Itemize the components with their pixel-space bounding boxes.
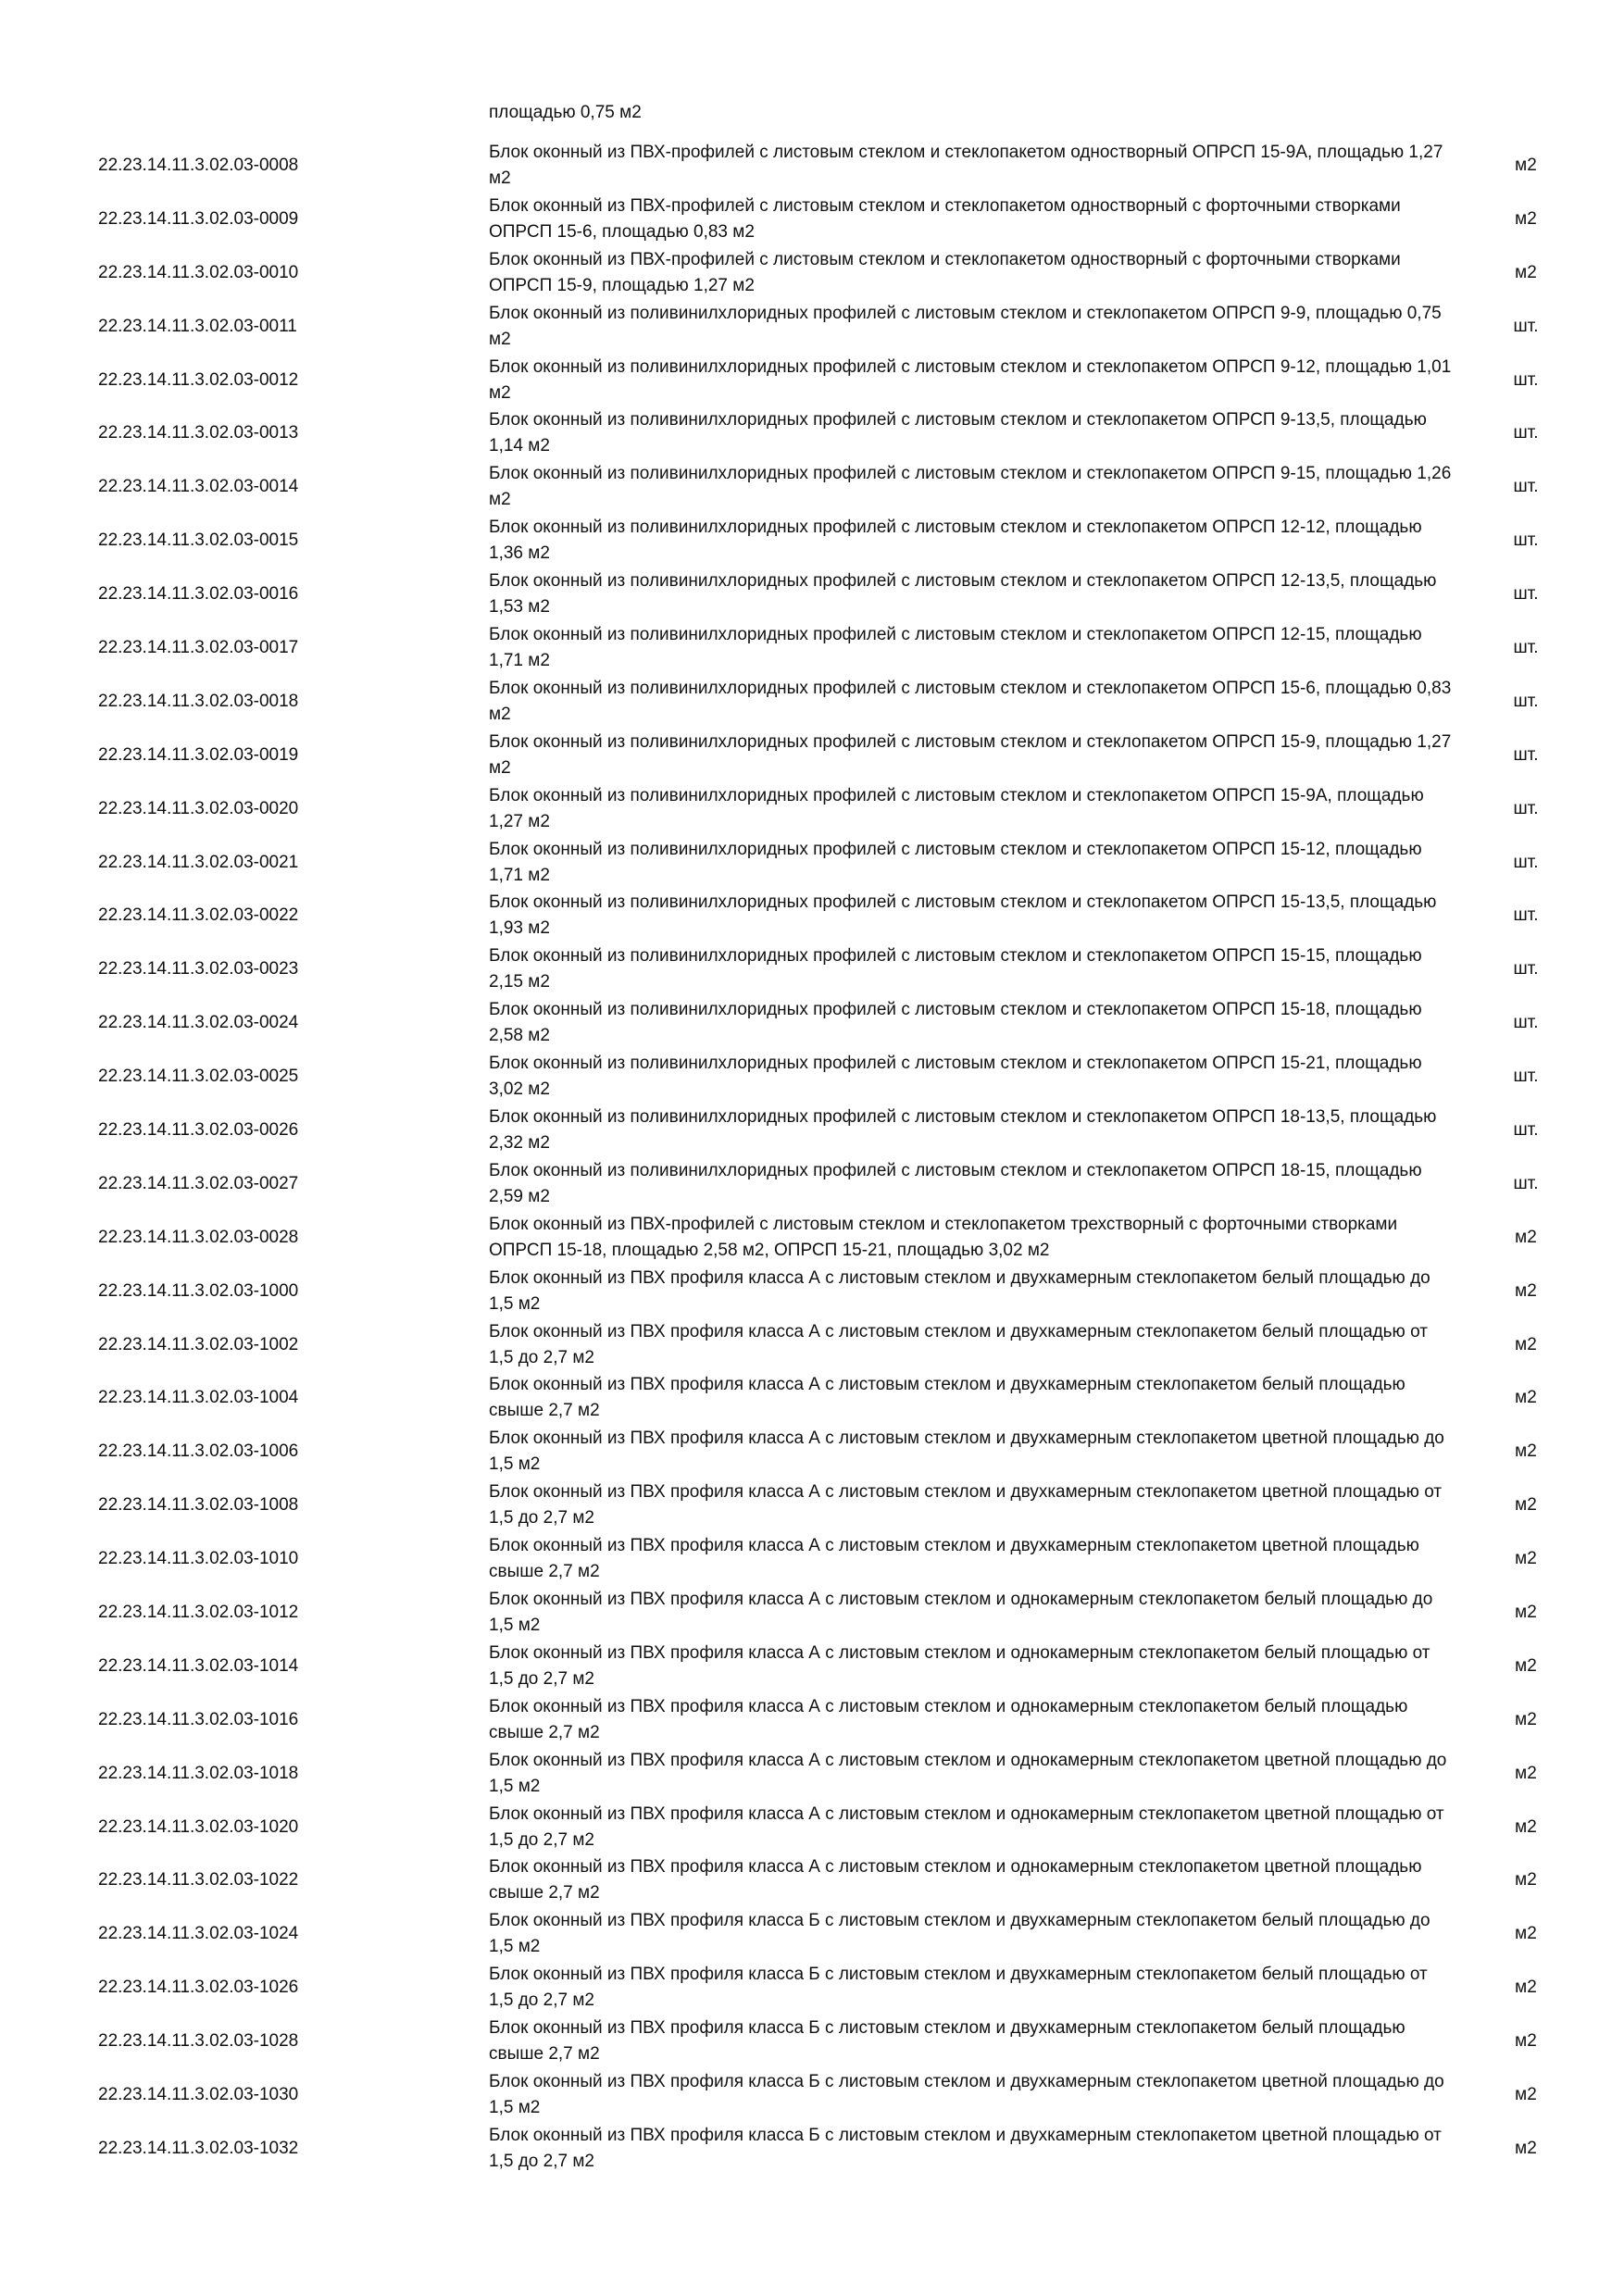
row-description-text: Блок оконный из поливинилхлоридных профилей с листовым стеклом и стеклопакетом ОПРСП 18-15, площадью 2,59 м2 bbox=[489, 1160, 1422, 1206]
table-row bbox=[0, 1907, 1624, 1961]
row-description bbox=[489, 1157, 1452, 1211]
row-code: 22.23.14.11.3.02.03-1014 bbox=[98, 1655, 299, 1676]
row-code: 22.23.14.11.3.02.03-1022 bbox=[98, 1870, 299, 1890]
row-unit: м2 bbox=[1515, 1549, 1537, 1569]
row-description-text: Блок оконный из поливинилхлоридных профилей с листовым стеклом и стеклопакетом ОПРСП 15-9, площадью 1,27 м2 bbox=[489, 731, 1452, 778]
row-description bbox=[489, 1318, 1452, 1372]
row-unit: м2 bbox=[1515, 1602, 1537, 1622]
row-description-text: Блок оконный из ПВХ-профилей с листовым стеклом и стеклопакетом трехстворный с форточными створками ОПРСП 15-18, площадью 2,58 м2, ОПРСП 15-21, площадью 3,02 м2 bbox=[489, 1214, 1398, 1260]
row-description-text: Блок оконный из поливинилхлоридных профилей с листовым стеклом и стеклопакетом ОПРСП 9-12, площадью 1,01 м2 bbox=[489, 356, 1452, 403]
table-row bbox=[0, 246, 1624, 300]
row-description-text: Блок оконный из поливинилхлоридных профилей с листовым стеклом и стеклопакетом ОПРСП 9-9, площадью 0,75 м2 bbox=[489, 303, 1442, 349]
table-row bbox=[0, 1104, 1624, 1157]
table-row bbox=[0, 1854, 1624, 1908]
row-unit: м2 bbox=[1515, 1655, 1537, 1676]
row-code: 22.23.14.11.3.02.03-1008 bbox=[98, 1495, 299, 1516]
row-description bbox=[489, 193, 1452, 246]
table-row bbox=[0, 782, 1624, 836]
row-description-text: Блок оконный из ПВХ профиля класса А с листовым стеклом и двухкамерным стеклопакетом цветной площадью до 1,5 м2 bbox=[489, 1429, 1444, 1475]
row-description bbox=[489, 1371, 1452, 1425]
row-description bbox=[489, 836, 1452, 890]
row-description-text: Блок оконный из ПВХ профиля класса А с листовым стеклом и двухкамерным стеклопакетом белый площадью от 1,5 до 2,7 м2 bbox=[489, 1321, 1428, 1367]
row-unit: шт. bbox=[1513, 959, 1539, 980]
row-unit: м2 bbox=[1515, 1816, 1537, 1837]
row-description bbox=[489, 354, 1452, 407]
row-description bbox=[489, 996, 1452, 1050]
table-row bbox=[0, 1265, 1624, 1318]
row-code: 22.23.14.11.3.02.03-1030 bbox=[98, 2085, 299, 2104]
row-description bbox=[489, 1479, 1452, 1532]
row-code: 22.23.14.11.3.02.03-1032 bbox=[98, 2138, 299, 2158]
table-row bbox=[0, 2122, 1624, 2176]
table-row bbox=[0, 1640, 1624, 1693]
row-unit: шт. bbox=[1513, 477, 1539, 497]
row-description-text: Блок оконный из ПВХ профиля класса Б с листовым стеклом и двухкамерным стеклопакетом цветной площадью от 1,5 до 2,7 м2 bbox=[489, 2125, 1442, 2171]
row-description-text: Блок оконный из ПВХ-профилей с листовым стеклом и стеклопакетом одностворный ОПРСП 15-9А, площадью 1,27 м2 bbox=[489, 142, 1443, 188]
table-row bbox=[0, 1425, 1624, 1479]
row-code: 22.23.14.11.3.02.03-1006 bbox=[98, 1441, 299, 1462]
table-row bbox=[0, 889, 1624, 942]
table-row bbox=[0, 942, 1624, 996]
row-code: 22.23.14.11.3.02.03-0011 bbox=[98, 316, 297, 336]
table-row bbox=[0, 193, 1624, 246]
row-code: 22.23.14.11.3.02.03-0026 bbox=[98, 1119, 299, 1140]
row-unit: шт. bbox=[1513, 1067, 1539, 1087]
table-row bbox=[0, 2015, 1624, 2068]
table-row bbox=[0, 621, 1624, 675]
row-code: 22.23.14.11.3.02.03-0020 bbox=[98, 798, 299, 818]
row-code: 22.23.14.11.3.02.03-1004 bbox=[98, 1388, 299, 1408]
row-code: 22.23.14.11.3.02.03-0021 bbox=[98, 852, 299, 872]
row-description-text: Блок оконный из ПВХ профиля класса А с листовым стеклом и однокамерным стеклопакетом белый площадью до 1,5 м2 bbox=[489, 1589, 1433, 1635]
row-description-text: Блок оконный из ПВХ профиля класса А с листовым стеклом и однокамерным стеклопакетом белый площадью от 1,5 до 2,7 м2 bbox=[489, 1642, 1430, 1689]
row-description-text: Блок оконный из ПВХ профиля класса А с листовым стеклом и однокамерным стеклопакетом белый площадью свыше 2,7 м2 bbox=[489, 1696, 1408, 1742]
table-row bbox=[0, 675, 1624, 729]
row-code: 22.23.14.11.3.02.03-1016 bbox=[98, 1709, 299, 1729]
row-unit: м2 bbox=[1515, 2085, 1537, 2104]
row-unit: м2 bbox=[1515, 1441, 1537, 1462]
row-unit: шт. bbox=[1513, 852, 1539, 872]
row-unit: шт. bbox=[1513, 798, 1539, 818]
row-code: 22.23.14.11.3.02.03-1012 bbox=[98, 1602, 299, 1622]
row-description-text: Блок оконный из ПВХ-профилей с листовым стеклом и стеклопакетом одностворный с форточными створками ОПРСП 15-9, площадью 1,27 м2 bbox=[489, 249, 1401, 295]
row-code: 22.23.14.11.3.02.03-1010 bbox=[98, 1549, 299, 1569]
row-unit: шт. bbox=[1513, 316, 1539, 336]
row-code: 22.23.14.11.3.02.03-0024 bbox=[98, 1013, 299, 1033]
table-row bbox=[0, 1801, 1624, 1854]
row-code: 22.23.14.11.3.02.03-0008 bbox=[98, 155, 299, 175]
table-row bbox=[0, 139, 1624, 193]
row-description bbox=[489, 1747, 1452, 1801]
row-description bbox=[489, 139, 1452, 193]
row-description-text: Блок оконный из поливинилхлоридных профилей с листовым стеклом и стеклопакетом ОПРСП 12-15, площадью 1,71 м2 bbox=[489, 624, 1422, 670]
row-description bbox=[489, 675, 1452, 729]
row-description-text: Блок оконный из ПВХ профиля класса Б с листовым стеклом и двухкамерным стеклопакетом белый площадью до 1,5 м2 bbox=[489, 1911, 1430, 1957]
row-description bbox=[489, 1425, 1452, 1479]
row-unit: шт. bbox=[1513, 744, 1539, 765]
row-unit: м2 bbox=[1515, 155, 1537, 175]
row-unit: м2 bbox=[1515, 1334, 1537, 1354]
row-description-text: Блок оконный из ПВХ профиля класса А с листовым стеклом и однокамерным стеклопакетом цветной площадью до 1,5 м2 bbox=[489, 1750, 1447, 1796]
row-description bbox=[489, 460, 1452, 514]
row-code: 22.23.14.11.3.02.03-0015 bbox=[98, 530, 299, 551]
row-description-text: Блок оконный из поливинилхлоридных профилей с листовым стеклом и стеклопакетом ОПРСП 15-9А, площадью 1,27 м2 bbox=[489, 785, 1424, 831]
row-description bbox=[489, 1265, 1452, 1318]
row-unit: м2 bbox=[1515, 1709, 1537, 1729]
row-code: 22.23.14.11.3.02.03-0027 bbox=[98, 1173, 299, 1193]
row-unit: м2 bbox=[1515, 1870, 1537, 1890]
row-unit: м2 bbox=[1515, 1763, 1537, 1783]
row-description bbox=[489, 1104, 1452, 1157]
row-description-text: Блок оконный из ПВХ профиля класса Б с листовым стеклом и двухкамерным стеклопакетом белый площадью свыше 2,7 м2 bbox=[489, 2018, 1405, 2065]
row-description bbox=[489, 1961, 1452, 2015]
row-description-text: Блок оконный из ПВХ профиля класса Б с листовым стеклом и двухкамерным стеклопакетом белый площадью от 1,5 до 2,7 м2 bbox=[489, 1965, 1428, 2011]
row-unit: шт. bbox=[1513, 905, 1539, 926]
row-unit: м2 bbox=[1515, 1978, 1537, 1998]
row-description bbox=[489, 621, 1452, 675]
row-description bbox=[489, 1050, 1452, 1104]
table-row bbox=[0, 1050, 1624, 1104]
row-description bbox=[489, 1532, 1452, 1586]
row-code: 22.23.14.11.3.02.03-0013 bbox=[98, 423, 299, 443]
row-unit: м2 bbox=[1515, 1227, 1537, 1247]
row-code: 22.23.14.11.3.02.03-0028 bbox=[98, 1227, 299, 1247]
row-description bbox=[489, 1801, 1452, 1854]
row-code: 22.23.14.11.3.02.03-1018 bbox=[98, 1763, 299, 1783]
row-description-text: Блок оконный из ПВХ профиля класса А с листовым стеклом и двухкамерным стеклопакетом белый площадью свыше 2,7 м2 bbox=[489, 1375, 1405, 1421]
row-code: 22.23.14.11.3.02.03-0012 bbox=[98, 369, 299, 390]
row-unit: шт. bbox=[1513, 691, 1539, 711]
table-row bbox=[0, 568, 1624, 621]
row-code: 22.23.14.11.3.02.03-0019 bbox=[98, 744, 299, 765]
row-unit: м2 bbox=[1515, 208, 1537, 229]
table-row bbox=[0, 300, 1624, 354]
row-unit: шт. bbox=[1513, 1119, 1539, 1140]
row-description bbox=[489, 568, 1452, 621]
row-code: 22.23.14.11.3.02.03-0025 bbox=[98, 1067, 299, 1087]
row-unit: м2 bbox=[1515, 262, 1537, 282]
table-row bbox=[0, 1211, 1624, 1265]
row-unit: шт. bbox=[1513, 1173, 1539, 1193]
row-code: 22.23.14.11.3.02.03-1002 bbox=[98, 1334, 299, 1354]
row-description-text: Блок оконный из поливинилхлоридных профилей с листовым стеклом и стеклопакетом ОПРСП 12-12, площадью 1,36 м2 bbox=[489, 518, 1422, 564]
row-description-text: Блок оконный из ПВХ профиля класса А с листовым стеклом и двухкамерным стеклопакетом цветной площадью от 1,5 до 2,7 м2 bbox=[489, 1482, 1443, 1529]
price-table bbox=[0, 139, 1624, 2176]
row-unit: шт. bbox=[1513, 369, 1539, 390]
row-description-text: Блок оконный из поливинилхлоридных профилей с листовым стеклом и стеклопакетом ОПРСП 15-21, площадью 3,02 м2 bbox=[489, 1054, 1422, 1100]
row-code: 22.23.14.11.3.02.03-1026 bbox=[98, 1978, 299, 1998]
row-description bbox=[489, 1907, 1452, 1961]
row-description bbox=[489, 2122, 1452, 2176]
row-description-text: Блок оконный из поливинилхлоридных профилей с листовым стеклом и стеклопакетом ОПРСП 9-15, площадью 1,26 м2 bbox=[489, 464, 1452, 510]
row-description-text: Блок оконный из ПВХ-профилей с листовым стеклом и стеклопакетом одностворный с форточными створками ОПРСП 15-6, площадью 0,83 м2 bbox=[489, 195, 1401, 242]
row-code: 22.23.14.11.3.02.03-1000 bbox=[98, 1280, 299, 1301]
table-row bbox=[0, 1693, 1624, 1747]
row-unit: м2 bbox=[1515, 1495, 1537, 1516]
row-description bbox=[489, 1211, 1452, 1265]
row-description bbox=[489, 514, 1452, 568]
row-unit: шт. bbox=[1513, 1013, 1539, 1033]
table-row bbox=[0, 729, 1624, 782]
table-row bbox=[0, 1479, 1624, 1532]
row-description bbox=[489, 300, 1452, 354]
row-code: 22.23.14.11.3.02.03-0009 bbox=[98, 208, 299, 229]
row-unit: шт. bbox=[1513, 530, 1539, 551]
row-unit: м2 bbox=[1515, 1388, 1537, 1408]
row-description bbox=[489, 1586, 1452, 1640]
table-row bbox=[0, 1747, 1624, 1801]
row-description bbox=[489, 1693, 1452, 1747]
table-row bbox=[0, 1318, 1624, 1372]
row-unit: м2 bbox=[1515, 2031, 1537, 2052]
row-description-text: Блок оконный из поливинилхлоридных профилей с листовым стеклом и стеклопакетом ОПРСП 12-13,5, площадью 1,53 м2 bbox=[489, 571, 1437, 618]
row-code: 22.23.14.11.3.02.03-0010 bbox=[98, 262, 299, 282]
row-description bbox=[489, 2068, 1452, 2122]
table-row bbox=[0, 1961, 1624, 2015]
table-row bbox=[0, 996, 1624, 1050]
table-row bbox=[0, 2068, 1624, 2122]
row-description bbox=[489, 2015, 1452, 2068]
row-unit: м2 bbox=[1515, 1924, 1537, 1944]
table-row bbox=[0, 354, 1624, 407]
row-description-text: Блок оконный из ПВХ профиля класса Б с листовым стеклом и двухкамерным стеклопакетом цветной площадью до 1,5 м2 bbox=[489, 2072, 1444, 2117]
table-row bbox=[0, 1532, 1624, 1586]
row-code: 22.23.14.11.3.02.03-0018 bbox=[98, 691, 299, 711]
table-row bbox=[0, 406, 1624, 460]
row-code: 22.23.14.11.3.02.03-0014 bbox=[98, 477, 299, 497]
row-description bbox=[489, 942, 1452, 996]
continuation-text: площадью 0,75 м2 bbox=[489, 103, 642, 122]
table-row bbox=[0, 1157, 1624, 1211]
row-description bbox=[489, 729, 1452, 782]
row-description-text: Блок оконный из поливинилхлоридных профилей с листовым стеклом и стеклопакетом ОПРСП 15-12, площадью 1,71 м2 bbox=[489, 839, 1422, 885]
row-description bbox=[489, 1854, 1452, 1908]
row-code: 22.23.14.11.3.02.03-0016 bbox=[98, 584, 299, 605]
row-code: 22.23.14.11.3.02.03-1028 bbox=[98, 2031, 299, 2052]
row-description-text: Блок оконный из поливинилхлоридных профилей с листовым стеклом и стеклопакетом ОПРСП 15-6, площадью 0,83 м2 bbox=[489, 678, 1452, 724]
row-description-text: Блок оконный из ПВХ профиля класса А с листовым стеклом и однокамерным стеклопакетом цветной площадью свыше 2,7 м2 bbox=[489, 1857, 1422, 1903]
row-code: 22.23.14.11.3.02.03-1024 bbox=[98, 1924, 299, 1944]
row-unit: м2 bbox=[1515, 1280, 1537, 1301]
row-description-text: Блок оконный из поливинилхлоридных профилей с листовым стеклом и стеклопакетом ОПРСП 15-13,5, площадью 1,93 м2 bbox=[489, 892, 1437, 939]
row-description bbox=[489, 406, 1452, 460]
row-code: 22.23.14.11.3.02.03-0022 bbox=[98, 905, 299, 926]
row-description-text: Блок оконный из поливинилхлоридных профилей с листовым стеклом и стеклопакетом ОПРСП 15-15, площадью 2,15 м2 bbox=[489, 946, 1422, 992]
row-code: 22.23.14.11.3.02.03-1020 bbox=[98, 1816, 299, 1837]
table-row bbox=[0, 1371, 1624, 1425]
row-description bbox=[489, 246, 1452, 300]
row-unit: шт. bbox=[1513, 637, 1539, 657]
row-unit: шт. bbox=[1513, 584, 1539, 605]
row-description bbox=[489, 1640, 1452, 1693]
row-description bbox=[489, 889, 1452, 942]
table-row bbox=[0, 460, 1624, 514]
row-description-text: Блок оконный из ПВХ профиля класса А с листовым стеклом и однокамерным стеклопакетом цветной площадью от 1,5 до 2,7 м2 bbox=[489, 1803, 1444, 1850]
row-code: 22.23.14.11.3.02.03-0017 bbox=[98, 637, 299, 657]
row-description-text: Блок оконный из ПВХ профиля класса А с листовым стеклом и двухкамерным стеклопакетом белый площадью до 1,5 м2 bbox=[489, 1267, 1430, 1314]
row-unit: шт. bbox=[1513, 423, 1539, 443]
row-description-text: Блок оконный из поливинилхлоридных профилей с листовым стеклом и стеклопакетом ОПРСП 15-18, площадью 2,58 м2 bbox=[489, 1000, 1422, 1046]
row-description-text: Блок оконный из ПВХ профиля класса А с листовым стеклом и двухкамерным стеклопакетом цветной площадью свыше 2,7 м2 bbox=[489, 1536, 1419, 1582]
row-description bbox=[489, 782, 1452, 836]
row-code: 22.23.14.11.3.02.03-0023 bbox=[98, 959, 299, 980]
row-description-text: Блок оконный из поливинилхлоридных профилей с листовым стеклом и стеклопакетом ОПРСП 18-13,5, площадью 2,32 м2 bbox=[489, 1106, 1437, 1153]
table-row bbox=[0, 514, 1624, 568]
table-row bbox=[0, 1586, 1624, 1640]
row-description-text: Блок оконный из поливинилхлоридных профилей с листовым стеклом и стеклопакетом ОПРСП 9-13,5, площадью 1,14 м2 bbox=[489, 410, 1427, 456]
table-row bbox=[0, 836, 1624, 890]
row-unit: м2 bbox=[1515, 2138, 1537, 2158]
